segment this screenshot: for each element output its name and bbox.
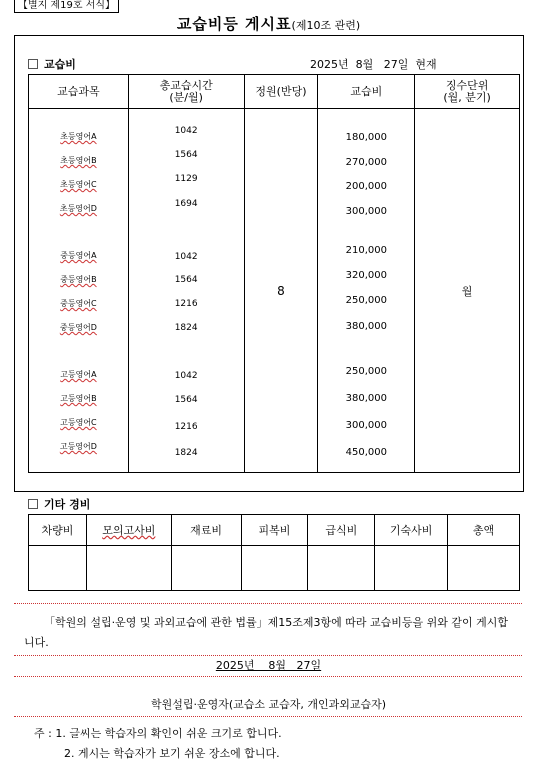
title-sub: (제10조 관련) — [291, 19, 361, 32]
fee-value: 200,000 — [345, 181, 387, 192]
form-number: 【별지 제19호 서식】 — [14, 0, 119, 13]
subject-item: 고등영어C — [60, 418, 97, 427]
minutes-value: 1694 — [174, 199, 198, 209]
subject-column — [29, 109, 129, 473]
table-cell — [448, 546, 520, 591]
tuition-heading — [28, 56, 76, 72]
tuition-table — [28, 74, 520, 473]
minutes-value: 1216 — [174, 299, 198, 309]
tuition-heading-label: 교습비 — [44, 58, 76, 71]
note-item: 주 : 1. 글씨는 학습자의 확인이 쉬운 크기로 합니다. — [34, 727, 282, 740]
col-header-meals: 급식비 — [308, 515, 375, 546]
col-header-collection-unit: 징수단위 (월, 분기) — [415, 75, 520, 109]
divider — [14, 655, 522, 656]
col-header-dormitory: 기숙사비 — [375, 515, 448, 546]
col-header-capacity: 정원(반당) — [244, 75, 318, 109]
divider — [14, 716, 522, 717]
col-header-total: 총액 — [448, 515, 520, 546]
other-expenses-heading-label: 기타 경비 — [44, 498, 91, 511]
subject-item: 초등영어C — [60, 180, 97, 189]
minutes-column — [128, 109, 244, 473]
title-main: 교습비등 게시표 — [176, 15, 292, 33]
other-expenses-row — [29, 546, 520, 591]
signature-date: 2025년 8월 27일 — [215, 659, 322, 672]
fee-column — [318, 109, 415, 473]
notice-text: 「학원의 설립·운영 및 과외교습에 관한 법률」제15조제3항에 따라 교습비등을 위와 같이 게시합니다. — [24, 616, 508, 649]
divider — [14, 676, 522, 677]
col-header-materials: 재료비 — [171, 515, 241, 546]
table-cell — [171, 546, 241, 591]
fee-value: 320,000 — [345, 270, 387, 281]
page-title — [0, 13, 537, 34]
subject-item: 초등영어B — [60, 156, 97, 165]
collection-unit-value: 월 — [415, 109, 520, 473]
minutes-value: 1042 — [174, 252, 198, 262]
other-expenses-heading — [28, 496, 90, 512]
notes — [34, 724, 282, 764]
table-cell — [308, 546, 375, 591]
minutes-value: 1042 — [174, 371, 198, 381]
col-header-subject: 교습과목 — [29, 75, 129, 109]
col-header-fee: 교습비 — [318, 75, 415, 109]
subject-item: 중등영어D — [59, 323, 97, 332]
table-cell — [241, 546, 308, 591]
fee-value: 250,000 — [345, 295, 387, 306]
minutes-value: 1564 — [174, 395, 198, 405]
minutes-value: 1042 — [174, 126, 198, 136]
minutes-value: 1824 — [174, 323, 198, 333]
minutes-value: 1564 — [174, 275, 198, 285]
fee-value: 300,000 — [345, 206, 387, 217]
capacity-value: 8 — [244, 109, 318, 473]
other-expenses-table — [28, 514, 520, 591]
col-header-minutes: 총교습시간 (분/월) — [128, 75, 244, 109]
col-header-mock-exam: 모의고사비 — [86, 515, 171, 546]
minutes-value: 1564 — [174, 150, 198, 160]
fee-value: 380,000 — [345, 321, 387, 332]
fee-value: 270,000 — [345, 157, 387, 168]
divider — [14, 603, 522, 604]
subject-item: 고등영어A — [60, 370, 97, 379]
operator-label: 학원설립·운영자(교습소 교습자, 개인과외교습자) — [150, 698, 387, 711]
table-cell — [86, 546, 171, 591]
checkbox-icon — [28, 59, 38, 69]
subject-item: 고등영어D — [59, 442, 97, 451]
fee-value: 450,000 — [345, 447, 387, 458]
fee-value: 250,000 — [345, 366, 387, 377]
col-header-clothing: 피복비 — [241, 515, 308, 546]
minutes-value: 1824 — [174, 448, 198, 458]
table-cell — [29, 546, 87, 591]
minutes-value: 1129 — [174, 174, 198, 184]
fee-value: 380,000 — [345, 393, 387, 404]
subject-item: 중등영어A — [60, 251, 97, 260]
note-item: 2. 게시는 학습자가 보기 쉬운 장소에 합니다. — [64, 747, 280, 760]
fee-value: 210,000 — [345, 245, 387, 256]
table-cell — [375, 546, 448, 591]
as-of-date: 2025년 8월 27일 현재 — [310, 58, 437, 71]
fee-value: 180,000 — [345, 132, 387, 143]
checkbox-icon — [28, 499, 38, 509]
subject-item: 중등영어C — [60, 299, 97, 308]
col-header-vehicle: 차량비 — [29, 515, 87, 546]
subject-item: 중등영어B — [60, 275, 97, 284]
subject-item: 초등영어D — [59, 204, 97, 213]
subject-item: 고등영어B — [60, 394, 97, 403]
minutes-value: 1216 — [174, 422, 198, 432]
subject-item: 초등영어A — [60, 132, 97, 141]
fee-value: 300,000 — [345, 420, 387, 431]
